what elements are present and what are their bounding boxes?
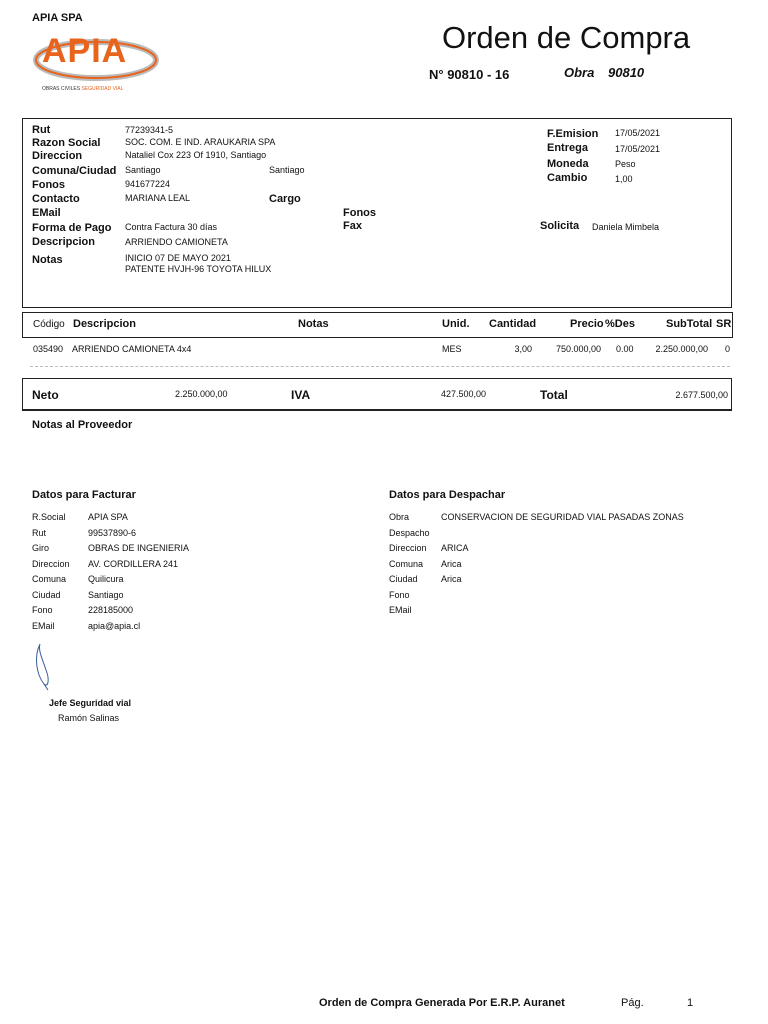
notas-line-2: PATENTE HVJH-96 TOYOTA HILUX — [125, 264, 272, 274]
col-cantidad: Cantidad — [489, 318, 537, 330]
comuna-value: Santiago — [125, 165, 161, 175]
signature-role: Jefe Seguridad vial — [49, 698, 132, 708]
row-descripcion: ARRIENDO CAMIONETA 4x4 — [72, 344, 192, 354]
solicita-value: Daniela Mimbela — [592, 222, 660, 232]
col-subtotal: SubTotal — [666, 318, 713, 330]
signature-name: Ramón Salinas — [58, 713, 120, 723]
row-codigo: 035490 — [33, 344, 64, 354]
items-left-border — [22, 312, 23, 338]
forma-pago-value: Contra Factura 30 días — [125, 222, 218, 232]
page-number: 1 — [687, 997, 694, 1009]
logo-sub-left: OBRAS CIVILES — [42, 86, 81, 92]
fonos-value: 941677224 — [125, 179, 171, 189]
company-name: APIA SPA — [32, 12, 83, 24]
col-descripcion: Descripcion — [73, 318, 136, 330]
iva-value: 427.500,00 — [441, 389, 487, 399]
forma-pago-label: Forma de Pago — [32, 222, 112, 234]
notas-proveedor-heading: Notas al Proveedor — [32, 419, 133, 431]
logo-sub-right: SEGURIDAD VIAL — [81, 86, 124, 92]
cargo-label: Cargo — [269, 193, 301, 205]
items-header-border — [22, 337, 732, 338]
page-label: Pág. — [621, 997, 644, 1009]
col-codigo: Código — [33, 319, 65, 330]
iva-label: IVA — [291, 388, 311, 402]
col-notas: Notas — [298, 318, 329, 330]
row-divider — [30, 366, 730, 367]
email-label: EMail — [32, 207, 61, 219]
row-des: 0.00 — [616, 344, 634, 354]
direccion-value: Nataliel Cox 223 Of 1910, Santiago — [125, 150, 267, 160]
razon-label: Razon Social — [32, 137, 101, 149]
contacto-label: Contacto — [32, 193, 80, 205]
cambio-label: Cambio — [547, 172, 588, 184]
direccion-label: Direccion — [32, 150, 83, 162]
razon-value: SOC. COM. E IND. ARAUKARIA SPA — [125, 137, 276, 147]
totals-box — [22, 378, 732, 411]
moneda-label: Moneda — [547, 158, 589, 170]
fonos2-label: Fonos — [343, 207, 376, 219]
order-number: N° 90810 - 16 — [429, 67, 510, 82]
notas-line-1: INICIO 07 DE MAYO 2021 — [125, 253, 231, 263]
notas-label: Notas — [32, 254, 63, 266]
comuna-label: Comuna/Ciudad — [32, 165, 117, 177]
row-sr: 0 — [725, 344, 731, 354]
signature-icon — [30, 640, 70, 692]
ciudad-value: Santiago — [269, 165, 305, 175]
despachar-title: Datos para Despachar — [389, 489, 506, 501]
row-cantidad: 3,00 — [514, 344, 532, 354]
descripcion-label: Descripcion — [32, 236, 95, 248]
page-title: Orden de Compra — [442, 20, 691, 55]
moneda-value: Peso — [615, 159, 636, 169]
col-unid: Unid. — [442, 318, 470, 330]
descripcion-value: ARRIENDO CAMIONETA — [125, 237, 228, 247]
femision-value: 17/05/2021 — [615, 128, 661, 138]
fonos-label: Fonos — [32, 179, 65, 191]
col-precio: Precio — [570, 318, 604, 330]
facturar-title: Datos para Facturar — [32, 489, 136, 501]
rut-value: 77239341-5 — [125, 125, 174, 135]
row-unid: MES — [442, 344, 462, 354]
col-sr: SR — [716, 318, 732, 330]
rut-label: Rut — [32, 124, 51, 136]
items-top-border — [22, 312, 732, 313]
femision-label: F.Emision — [547, 128, 599, 140]
signature-image — [30, 640, 70, 692]
total-label: Total — [540, 388, 568, 402]
total-value: 2.677.500,00 — [675, 390, 728, 400]
col-des: %Des — [605, 318, 635, 330]
obra-value: 90810 — [608, 65, 645, 80]
entrega-label: Entrega — [547, 142, 588, 154]
contacto-value: MARIANA LEAL — [125, 193, 191, 203]
obra-label: Obra — [564, 65, 595, 80]
fax-label: Fax — [343, 220, 362, 232]
entrega-value: 17/05/2021 — [615, 144, 661, 154]
cambio-value: 1,00 — [615, 174, 633, 184]
neto-label: Neto — [32, 388, 59, 402]
solicita-label: Solicita — [540, 220, 580, 232]
neto-value: 2.250.000,00 — [175, 389, 228, 399]
items-right-border — [732, 312, 733, 338]
row-precio: 750.000,00 — [555, 344, 601, 354]
company-logo — [32, 30, 162, 96]
logo-text: APIA — [42, 32, 128, 70]
footer-text: Orden de Compra Generada Por E.R.P. Auranet — [319, 997, 565, 1009]
logo-subtitle — [42, 86, 123, 92]
row-subtotal: 2.250.000,00 — [655, 344, 708, 354]
